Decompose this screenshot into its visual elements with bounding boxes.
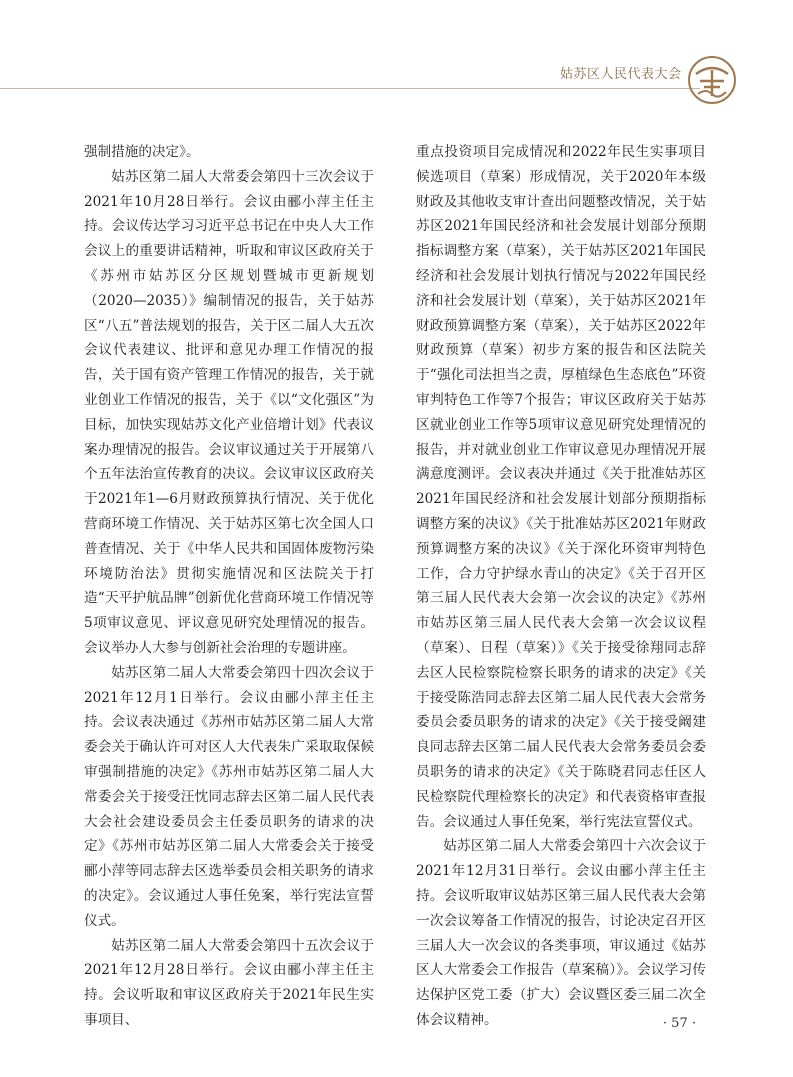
right-text-column [416, 140, 706, 1033]
paragraph-45th-meeting-continued: 重点投资项目完成情况和2022年民生实事项目候选项目（草案）形成情况，关于2020年本级财政及其他收支审计查出问题整改情况，关于姑苏区2021年国民经济和社会发展计划部分预期指标调整方案（草案），关于姑苏区2021年国民经济和社会发展计划执行情况与2022年国民经济和社会发展计划（草案），关于姑苏区2021年财政预算调整方案（草案），关于姑苏区2022年财政预算（草案）初步方案的报告和区法院关于“强化司法担当之责，厚植绿色生态底色”环资审判特色工作等7个报告；审议区政府关于姑苏区就业创业工作等5项审议意见研究处理情况的报告，并对就业创业工作审议意见办理情况开展满意度测评。会议表决并通过《关于批准姑苏区2021年国民经济和社会发展计划部分预期指标调整方案的决议》《关于批准姑苏区2021年财政预算调整方案的决议》《关于深化环资审判特色工作，合力守护绿水青山的决定》《关于召开区第三届人民代表大会第一次会议的决定》《苏州市姑苏区第三届人民代表大会第一次会议议程（草案）、日程（草案）》《关于接受徐翔同志辞去区人民检察院检察长职务的请求的决定》《关于接受陈浩同志辞去区第二届人民代表大会常务委员会委员职务的请求的决定》《关于接受阚建良同志辞去区第二届人民代表大会常务委员会委员职务的请求的决定》《关于陈晓君同志任区人民检察院代理检察长的决定》和代表资格审查报告。会议通过人事任免案，举行宪法宣誓仪式。 [416, 144, 706, 830]
header-title: 姑苏区人民代表大会 [560, 67, 682, 82]
page-number: · 57 · [662, 1016, 696, 1031]
paragraph-43rd-meeting: 姑苏区第二届人大常委会第四十三次会议于2021年10月28日举行。会议由郦小萍主任主持。会议传达学习习近平总书记在中央人大工作会议上的重要讲话精神，听取和审议区政府关于《苏州市姑苏区分区规划暨城市更新规划（2020—2035）》编制情况的报告，关于姑苏区“八五”普法规划的报告，关于区二届人大五次会议代表建议、批评和意见办理工作情况的报告，关于国有资产管理工作情况的报告，关于就业创业工作情况的报告，关于《以“文化强区”为目标，加快实现姑苏文化产业倍增计划》代表议案办理情况的报告。会议审议通过关于开展第八个五年法治宣传教育的决议。会议审议区政府关于2021年1—6月财政预算执行情况、关于优化营商环境工作情况、关于姑苏区第七次全国人口普查情况、关于《中华人民共和国固体废物污染环境防治法》贯彻实施情况和区法院关于打造“天平护航品牌”创新优化营商环境工作情况等5项审议意见、评议意见研究处理情况的报告。会议举办人大参与创新社会治理的专题讲座。 [84, 168, 374, 656]
paragraph-46th-meeting: 姑苏区第二届人大常委会第四十六次会议于2021年12月31日举行。会议由郦小萍主任主持。会议听取审议姑苏区第三届人民代表大会第一次会议筹备工作情况的报告，讨论决定召开区三届人大一次会议的各类事项，审议通过《姑苏区人大常委会工作报告（草案稿）》。会议学习传达保护区党工委（扩大）会议暨区委三届二次全体会议精神。 [416, 838, 706, 1028]
paragraph-continued: 强制措施的决定》。 [84, 144, 200, 160]
page-header [0, 0, 793, 110]
seal-logo-icon [686, 54, 738, 106]
left-text-column [84, 140, 374, 1033]
paragraph-45th-meeting: 姑苏区第二届人大常委会第四十五次会议于2021年12月28日举行。会议由郦小萍主任主持。会议听取和审议区政府关于2021年民生实事项目、 [84, 937, 374, 1028]
paragraph-44th-meeting: 姑苏区第二届人大常委会第四十四次会议于2021年12月1日举行。会议由郦小萍主任主持。会议表决通过《苏州市姑苏区第二届人大常委会关于确认许可对区人大代表朱广采取取保候审强制措施的决定》《苏州市姑苏区第二届人大常委会关于接受汪忱同志辞去区第二届人民代表大会社会建设委员会主任委员职务的请求的决定》《苏州市姑苏区第二届人大常委会关于接受郦小萍等同志辞去区选举委员会相关职务的请求的决定》。会议通过人事任免案，举行宪法宣誓仪式。 [84, 664, 374, 929]
header-rule [0, 88, 700, 89]
